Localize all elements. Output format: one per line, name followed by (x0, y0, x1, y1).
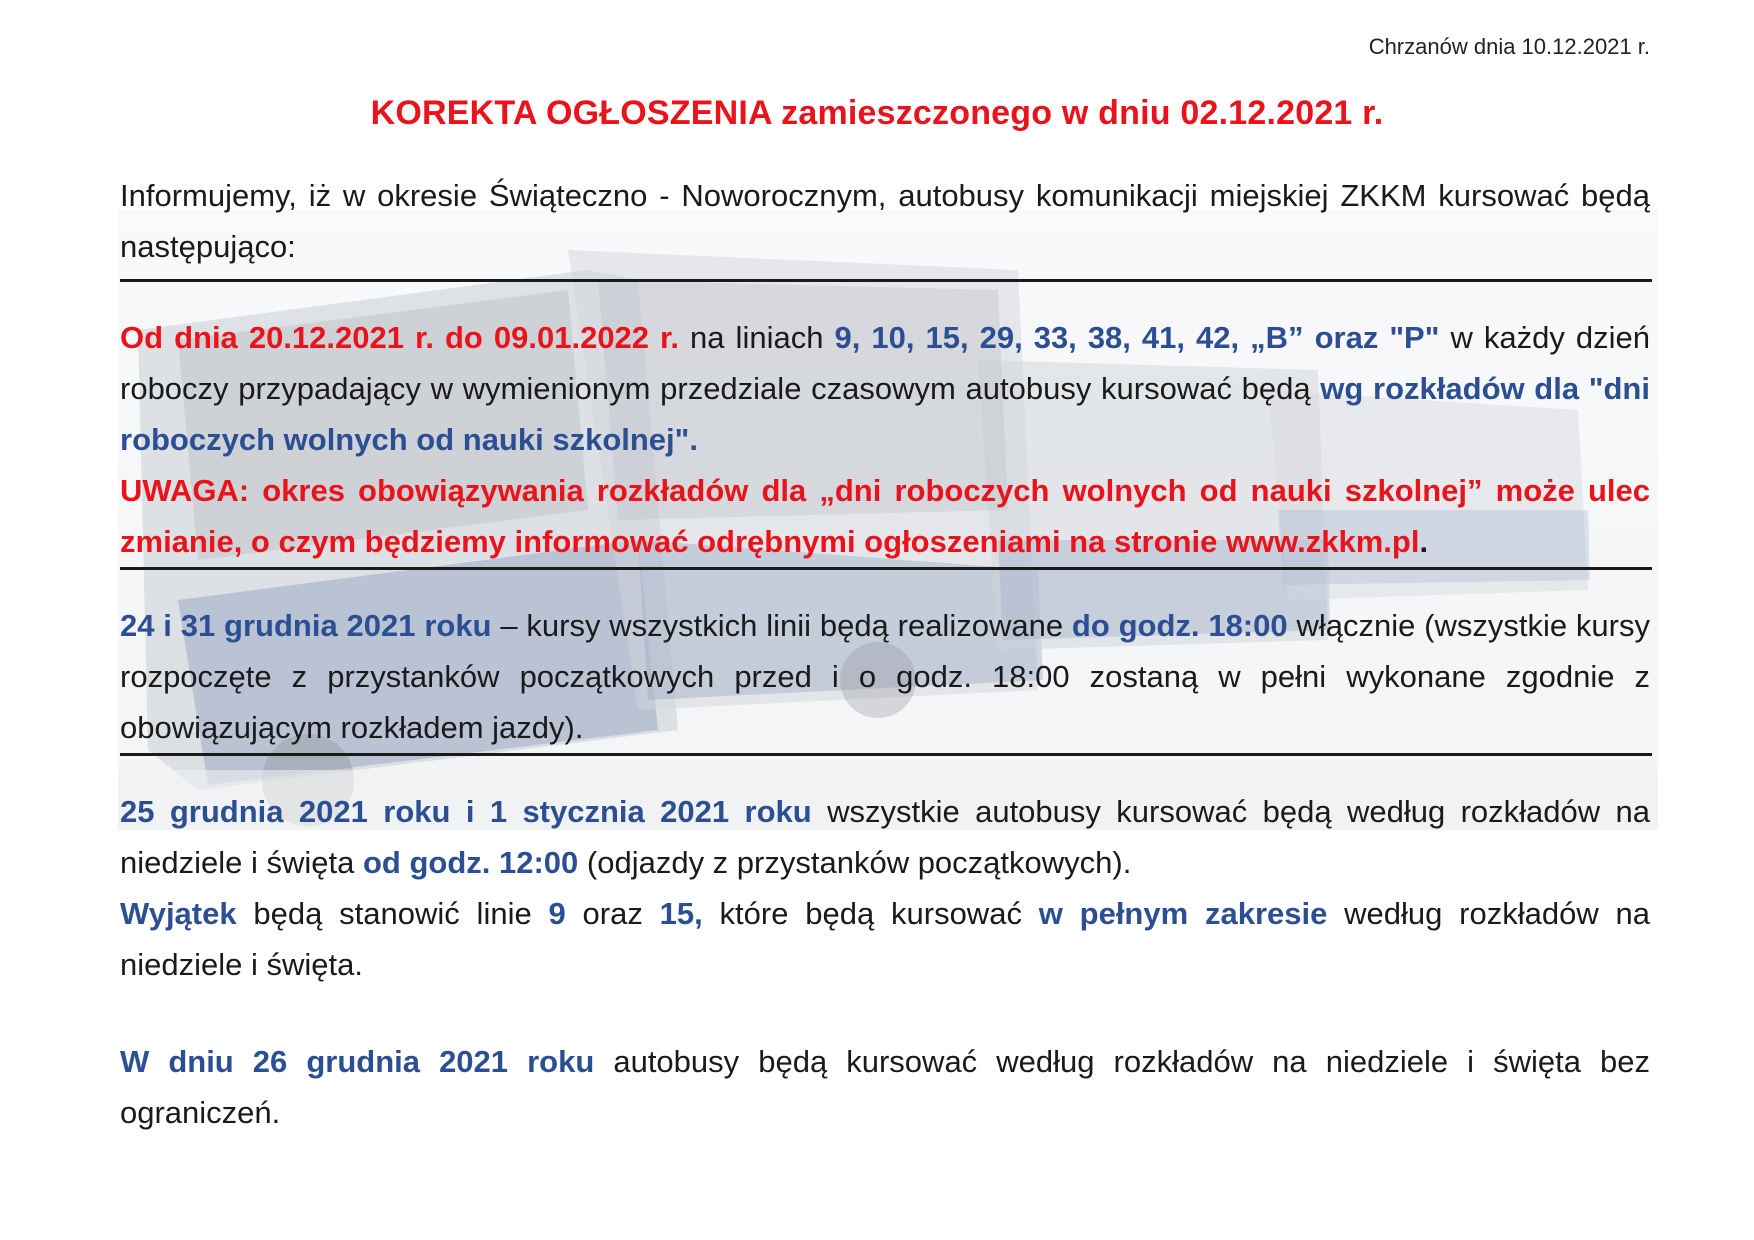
lines-prefix: na liniach (679, 320, 835, 355)
full-range: w pełnym zakresie (1038, 896, 1328, 931)
exception-end: według rozkładów na niedziele i święta. (120, 896, 1650, 982)
divider (120, 753, 1652, 756)
working-days-text: w każdy dzień roboczy przypadający w wymienionym przedziale czasowym autobusy kursować będą (120, 320, 1650, 406)
exception-and: oraz (565, 896, 660, 931)
warning-text: UWAGA: okres obowiązywania rozkładów dla „dni roboczych wolnych od nauki szkolnej” może ulec zmianie, o czym będziemy informować odrębnymi ogłoszeniami na stronie www.zkkm.pl (120, 473, 1650, 559)
divider (120, 567, 1652, 570)
line-15: 15, (659, 896, 703, 931)
section-working-days (120, 312, 1650, 567)
warning-end: . (1419, 524, 1429, 559)
bus-lines: 9, 10, 15, 29, 33, 38, 41, 42, „B” oraz "P" (834, 320, 1440, 355)
divider (120, 279, 1652, 282)
section3-mid: wszystkie autobusy kursować będą według rozkładów na niedziele i święta (120, 794, 1650, 880)
section4-rest: autobusy będą kursować według rozkładów na niedziele i święta bez ograniczeń. (120, 1044, 1650, 1130)
exception-mid2: które będą kursować (702, 896, 1039, 931)
date-26: W dniu 26 grudnia 2021 roku (120, 1044, 595, 1079)
intro-paragraph: Informujemy, iż w okresie Świąteczno - Noworocznym, autobusy komunikacji miejskiej ZKKM kursować będą następująco: (120, 178, 1650, 264)
period-dates: Od dnia 20.12.2021 r. do 09.01.2022 r. (120, 320, 680, 355)
section2-mid: – kursy wszystkich linii będą realizowane (491, 608, 1072, 643)
line-9: 9 (548, 896, 566, 931)
section2-rest: włącznie (wszystkie kursy rozpoczęte z przystanków początkowych przed i o godz. 18:00 zostaną w pełni wykonane zgodnie z obowiązującym rozkładem jazdy). (120, 608, 1650, 745)
dates-24-31: 24 i 31 grudnia 2021 roku (120, 608, 492, 643)
section-christmas-newyear (120, 786, 1650, 990)
notice-title: KOREKTA OGŁOSZENIA zamieszczonego w dniu 02.12.2021 r. (370, 94, 1384, 132)
date-line: Chrzanów dnia 10.12.2021 r. (1368, 34, 1650, 59)
schedule-type: wg rozkładów dla "dni roboczych wolnych od nauki szkolnej". (120, 371, 1650, 457)
dates-25-1: 25 grudnia 2021 roku i 1 stycznia 2021 roku (120, 794, 812, 829)
section3-rest: (odjazdy z przystanków początkowych). (578, 845, 1132, 880)
section-boxing-day (120, 1036, 1650, 1138)
exception-mid: będą stanowić linie (236, 896, 549, 931)
exception-label: Wyjątek (120, 896, 237, 931)
time-limit: do godz. 18:00 (1071, 608, 1288, 643)
time-from: od godz. 12:00 (362, 845, 579, 880)
section-christmas-eve (120, 600, 1650, 753)
notice-content (120, 170, 1650, 1138)
